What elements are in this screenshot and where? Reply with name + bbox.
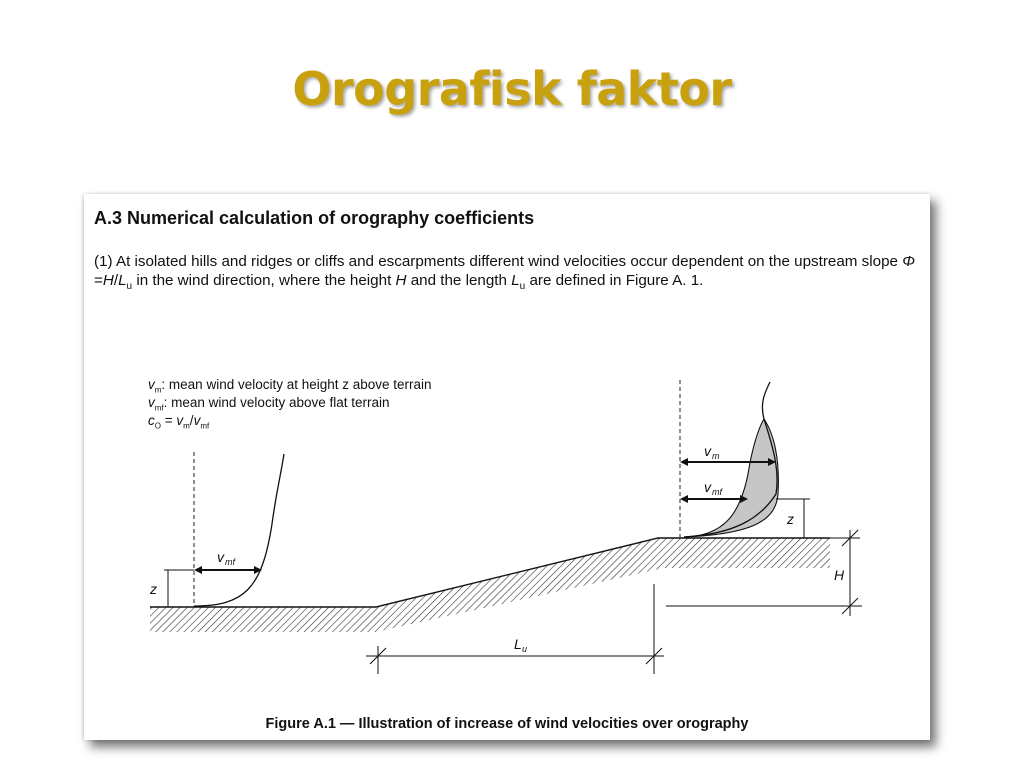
vmf-right-arrowhead-left-icon: [680, 495, 688, 503]
z-left-label: z: [150, 581, 157, 597]
page-title: Orografisk faktor: [292, 62, 732, 116]
z-right-label: z: [787, 511, 794, 527]
legend-co-vmf: v: [193, 413, 201, 428]
hill-top-profile: [680, 380, 810, 538]
legend-vm-symbol: v: [148, 377, 155, 392]
para-text-2: =: [94, 272, 103, 289]
legend-co-vm-sub: m: [183, 421, 190, 431]
length-symbol-2: L: [511, 272, 520, 289]
legend-vm-text: : mean wind velocity at height z above terrain: [161, 377, 432, 392]
height-symbol-2: H: [395, 272, 407, 289]
legend-vmf-text: : mean wind velocity above flat terrain: [163, 395, 390, 410]
height-label: H: [834, 567, 845, 583]
section-heading: A.3 Numerical calculation of orography coefficients: [94, 208, 535, 228]
arrowhead-left-icon: [194, 566, 202, 574]
legend-vmf-subscript: mf: [154, 403, 164, 413]
length-symbol: L: [118, 272, 127, 289]
legend-vmf-symbol: v: [148, 395, 155, 410]
legend-co-slash: /: [189, 413, 194, 428]
legend-vm-subscript: m: [154, 385, 162, 395]
para-text-5: are defined in Figure A. 1.: [525, 272, 704, 289]
length-subscript: u: [126, 281, 133, 293]
para-text-4: and the length: [406, 272, 512, 289]
legend-co-vmf-sub: mf: [200, 421, 210, 431]
vmf-left-velocity-curve: [194, 454, 284, 606]
para-text-1: (1) At isolated hills and ridges or cliffs and escarpments different wind velocities occur dependent on the upstream slope: [94, 253, 903, 270]
document-excerpt: [84, 194, 930, 740]
phi-symbol: Φ: [902, 253, 915, 270]
figure-caption: Figure A.1 — Illustration of increase of wind velocities over orography: [265, 716, 749, 732]
legend-co-subscript: O: [154, 421, 161, 431]
vmf-right-label-sub: mf: [712, 487, 722, 497]
vmf-right-label: v: [704, 479, 711, 495]
legend-co-vm: v: [176, 413, 184, 428]
vm-arrowhead-left-icon: [680, 458, 688, 466]
speed-up-shaded-region: [684, 419, 778, 537]
vmf-left-label: v: [217, 549, 224, 565]
para-text-3: in the wind direction, where the height: [132, 272, 396, 289]
vm-label-sub: m: [712, 451, 720, 461]
para-slash: /: [113, 272, 119, 289]
legend-equals: =: [160, 413, 177, 428]
vm-label: v: [704, 443, 711, 459]
flat-terrain-profile: [149, 452, 284, 607]
legend-co-symbol: c: [148, 413, 155, 428]
orography-figure: [84, 194, 930, 740]
length-label-sub: u: [522, 644, 528, 654]
length-label: L: [514, 636, 522, 652]
vmf-left-label-sub: mf: [225, 557, 235, 567]
length-subscript-2: u: [519, 281, 526, 293]
height-symbol: H: [102, 272, 114, 289]
